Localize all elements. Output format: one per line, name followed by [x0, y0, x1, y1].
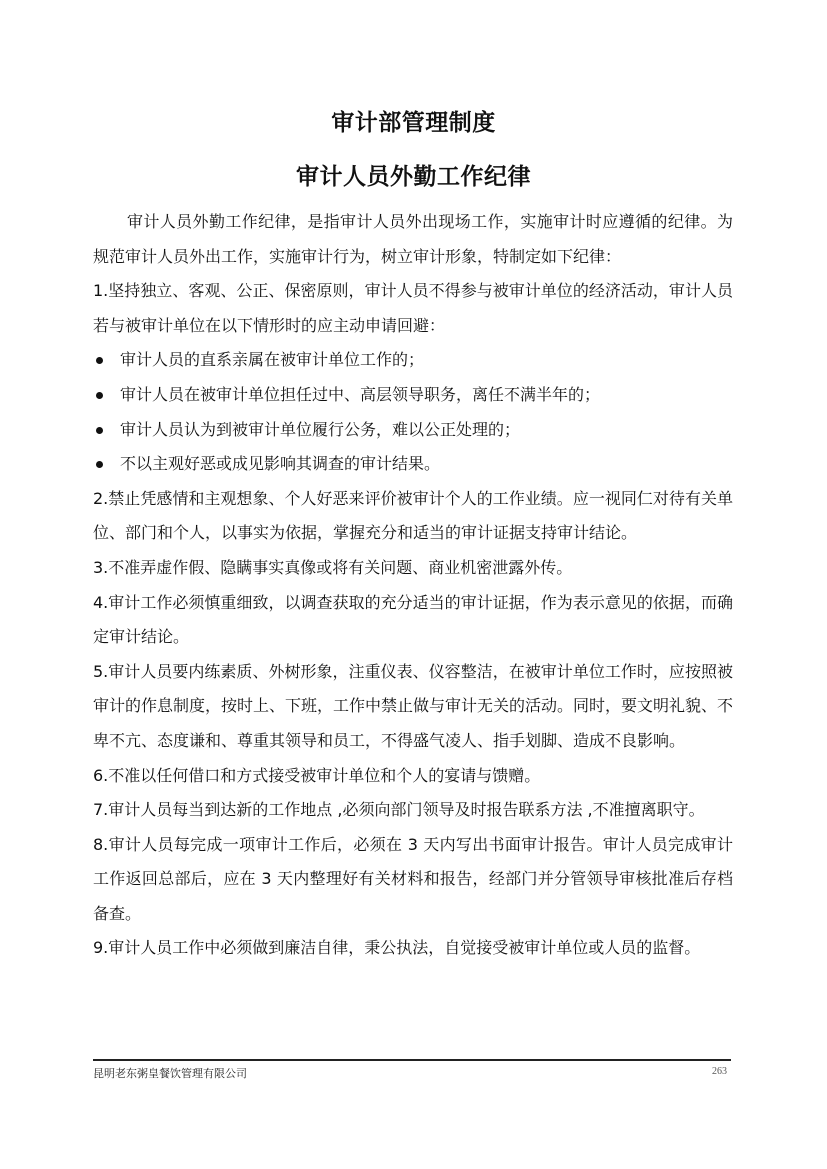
rule-item-8: 8.审计人员每完成一项审计工作后，必须在 3 天内写出书面审计报告。审计人员完成审计工作返回总部后，应在 3 天内整理好有关材料和报告，经部门并分管领导审核批准后存档备查。 — [93, 834, 733, 923]
rule-item-9: 9.审计人员工作中必须做到廉洁自律，秉公执法，自觉接受被审计单位或人员的监督。 — [93, 938, 701, 958]
rule-item-5: 5.审计人员要内练素质、外树形象，注重仪表、仪容整洁，在被审计单位工作时，应按照被审计的作息制度，按时上、下班，工作中禁止做与审计无关的活动。同时，要文明礼貌、不卑不亢、态度谦和、尊重其领导和员工，不得盛气凌人、指手划脚、造成不良影响。 — [93, 661, 734, 750]
rule-item-1: 1.坚持独立、客观、公正、保密原则，审计人员不得参与被审计单位的经济活动，审计人员若与被审计单位在以下情形时的应主动申请回避： — [93, 281, 733, 335]
rule-item-3: 3.不准弄虚作假、隐瞒事实真像或将有关问题、商业机密泄露外传。 — [93, 557, 573, 577]
bullet-text: 审计人员认为到被审计单位履行公务，难以公正处理的； — [120, 419, 521, 439]
section-title: 审计人员外勤工作纪律 — [296, 164, 531, 190]
bullet-item — [93, 378, 733, 413]
footer-divider — [93, 1059, 731, 1061]
intro-paragraph: 审计人员外勤工作纪律，是指审计人员外出现场工作，实施审计时应遵循的纪律。为规范审计人员外出工作，实施审计行为，树立审计形象，特制定如下纪律： — [93, 212, 733, 266]
footer-company: 昆明老东粥皇餐饮管理有限公司 — [93, 1067, 247, 1080]
bullet-item — [93, 413, 733, 448]
bullet-text: 审计人员在被审计单位担任过中、高层领导职务，离任不满半年的； — [120, 384, 601, 404]
bullet-dot-icon — [96, 357, 103, 364]
rule-item-7: 7.审计人员每当到达新的工作地点 ,必须向部门领导及时报告联系方法 ,不准擅离职守。 — [93, 800, 705, 820]
rule-item-2: 2.禁止凭感情和主观想象、个人好恶来评价被审计个人的工作业绩。应一视同仁对待有关单位、部门和个人，以事实为依据，掌握充分和适当的审计证据支持审计结论。 — [93, 488, 733, 543]
bullet-item — [93, 343, 733, 378]
page-title: 审计部管理制度 — [331, 110, 496, 136]
rule-item-4: 4.审计工作必须慎重细致，以调查获取的充分适当的审计证据，作为表示意见的依据，而确定审计结论。 — [93, 592, 733, 647]
document-body — [93, 205, 733, 966]
page-number: 263 — [712, 1066, 727, 1077]
bullet-text: 审计人员的直系亲属在被审计单位工作的； — [120, 350, 425, 370]
rule-item-6: 6.不准以任何借口和方式接受被审计单位和个人的宴请与馈赠。 — [93, 765, 541, 785]
bullet-dot-icon — [96, 461, 103, 468]
bullet-text: 不以主观好恶或成见影响其调查的审计结果。 — [120, 454, 441, 474]
bullet-dot-icon — [96, 392, 103, 399]
bullet-item — [93, 447, 733, 482]
bullet-dot-icon — [96, 427, 103, 434]
